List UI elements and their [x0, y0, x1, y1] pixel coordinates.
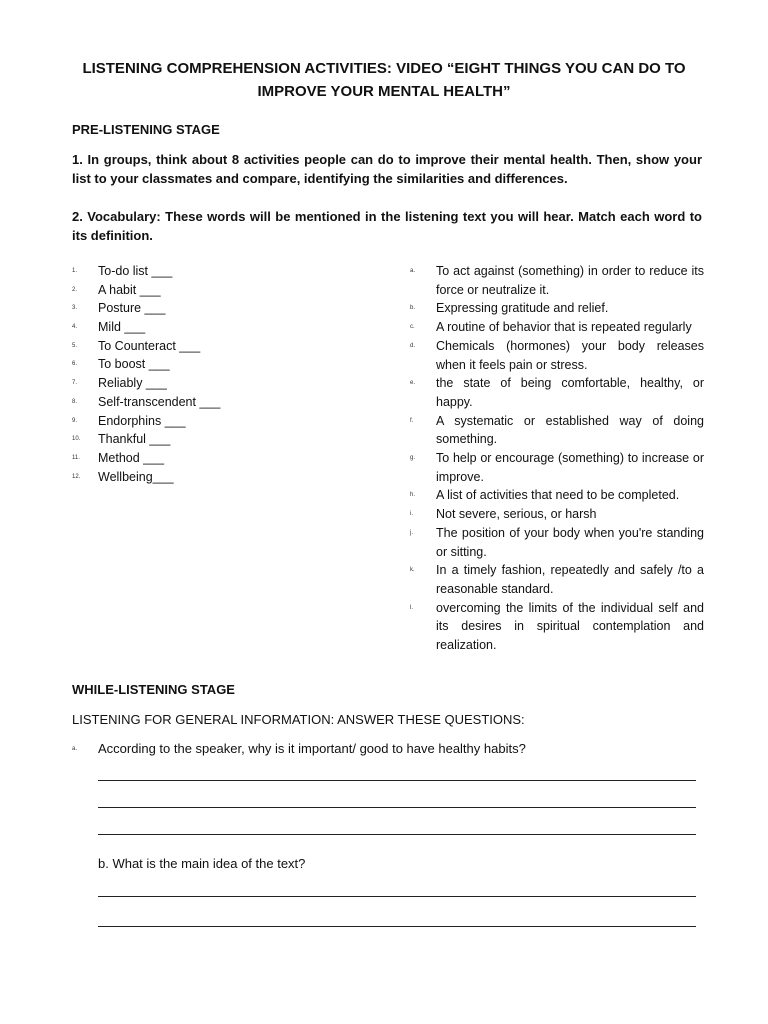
definition-text: Not severe, serious, or harsh	[436, 507, 597, 522]
definition-letter: j.	[410, 529, 413, 536]
definition-text: To help or encourage (something) to increase or improve.	[436, 451, 704, 484]
item-number: 5.	[72, 342, 78, 349]
pre-listening-heading: PRE-LISTENING STAGE	[72, 122, 220, 137]
definition-letter: c.	[410, 324, 415, 331]
list-item	[72, 318, 332, 337]
item-number: 6.	[72, 361, 78, 368]
definition-text: In a timely fashion, repeatedly and safely /to a reasonable standard.	[436, 563, 704, 596]
definition-letter: l.	[410, 604, 413, 611]
definition-text: Chemicals (hormones) your body releases when it feels pain or stress.	[436, 338, 704, 372]
answer-line[interactable]	[98, 780, 696, 781]
list-item	[72, 430, 332, 449]
definition-letter: e.	[410, 380, 416, 387]
definition-letter: b.	[410, 305, 416, 312]
question-b-text: b. What is the main idea of the text?	[98, 856, 306, 871]
list-item	[410, 318, 704, 337]
general-information-subheading: LISTENING FOR GENERAL INFORMATION: ANSWER THESE QUESTIONS:	[72, 712, 525, 727]
definition-text: The position of your body when you're standing or sitting.	[436, 525, 704, 559]
definition-letter: f.	[410, 417, 414, 424]
list-item	[410, 337, 704, 374]
definition-letter: a.	[410, 268, 416, 274]
definition-text: overcoming the limits of the individual self and its desires in spiritual contemplation and realization.	[436, 600, 704, 653]
item-number: 11.	[72, 454, 80, 461]
vocabulary-term: To boost ___	[98, 357, 170, 372]
vocabulary-term: Thankful ___	[98, 432, 171, 447]
list-item	[410, 449, 704, 486]
list-item	[72, 299, 332, 318]
vocabulary-term: Endorphins ___	[98, 413, 186, 428]
answer-line[interactable]	[98, 896, 696, 897]
vocabulary-term: To Counteract ___	[98, 338, 201, 353]
answer-line[interactable]	[98, 807, 696, 808]
list-item	[72, 393, 332, 412]
vocabulary-term: To-do list ___	[98, 264, 173, 278]
answer-line[interactable]	[98, 926, 696, 927]
item-number: 3.	[72, 305, 78, 312]
definition-letter: d.	[410, 342, 416, 349]
activity-2-text: 2. Vocabulary: These words will be mentioned in the listening text you will hear. Match each word to its definition.	[72, 209, 702, 243]
definition-letter: g.	[410, 455, 416, 462]
vocabulary-term: Reliably ___	[98, 376, 167, 391]
list-item	[72, 281, 332, 300]
definition-text: A list of activities that need to be completed.	[436, 488, 680, 503]
definition-letter: h.	[410, 492, 416, 499]
item-number: 1.	[72, 268, 78, 274]
question-a-text: According to the speaker, why is it important/ good to have healthy habits?	[98, 741, 526, 756]
list-item	[410, 412, 704, 449]
definition-text: A systematic or established way of doing something.	[436, 413, 704, 447]
item-number: 10.	[72, 436, 81, 443]
definition-text: A routine of behavior that is repeated regularly	[436, 320, 692, 335]
list-item	[410, 599, 704, 655]
item-number: 9.	[72, 417, 78, 424]
item-number: 2.	[72, 286, 78, 293]
definition-text: Expressing gratitude and relief.	[436, 301, 609, 316]
list-item	[410, 486, 704, 505]
list-item	[72, 262, 332, 281]
definition-text: To act against (something) in order to reduce its force or neutralize it.	[436, 264, 704, 297]
item-number: 4.	[72, 324, 78, 331]
list-item	[410, 262, 704, 299]
list-item	[410, 299, 704, 318]
item-number: 12.	[72, 473, 81, 480]
vocabulary-term: Wellbeing___	[98, 469, 174, 484]
list-item	[72, 374, 332, 393]
list-item	[410, 524, 704, 561]
vocabulary-term: Method ___	[98, 450, 165, 465]
definition-letter: k.	[410, 567, 415, 574]
activity-1-text: 1. In groups, think about 8 activities people can do to improve their mental health. Then, show your list to your classmates and compare, identifying the similarities and differences.	[72, 152, 702, 186]
page-title: LISTENING COMPREHENSION ACTIVITIES: VIDEO “EIGHT THINGS YOU CAN DO TO IMPROVE YOUR MENTAL HEALTH”	[82, 60, 686, 100]
list-item	[72, 337, 332, 356]
answer-line[interactable]	[98, 834, 696, 835]
item-number: 8.	[72, 398, 78, 405]
list-item	[72, 468, 332, 487]
list-item	[72, 412, 332, 431]
definition-text: the state of being comfortable, healthy, or happy.	[436, 376, 704, 409]
vocabulary-term: Self-transcendent ___	[98, 394, 221, 409]
question-a-letter: a.	[72, 746, 78, 752]
list-item	[72, 449, 332, 468]
list-item	[410, 374, 704, 411]
item-number: 7.	[72, 380, 78, 387]
definition-letter: i.	[410, 511, 413, 518]
while-listening-heading: WHILE-LISTENING STAGE	[72, 682, 235, 697]
list-item	[410, 505, 704, 524]
vocabulary-word-list	[72, 262, 332, 486]
vocabulary-term: Mild ___	[98, 320, 146, 335]
list-item	[410, 561, 704, 598]
vocabulary-term: Posture ___	[98, 301, 166, 316]
vocabulary-term: A habit ___	[98, 282, 161, 297]
definition-list	[410, 262, 704, 655]
list-item	[72, 355, 332, 374]
